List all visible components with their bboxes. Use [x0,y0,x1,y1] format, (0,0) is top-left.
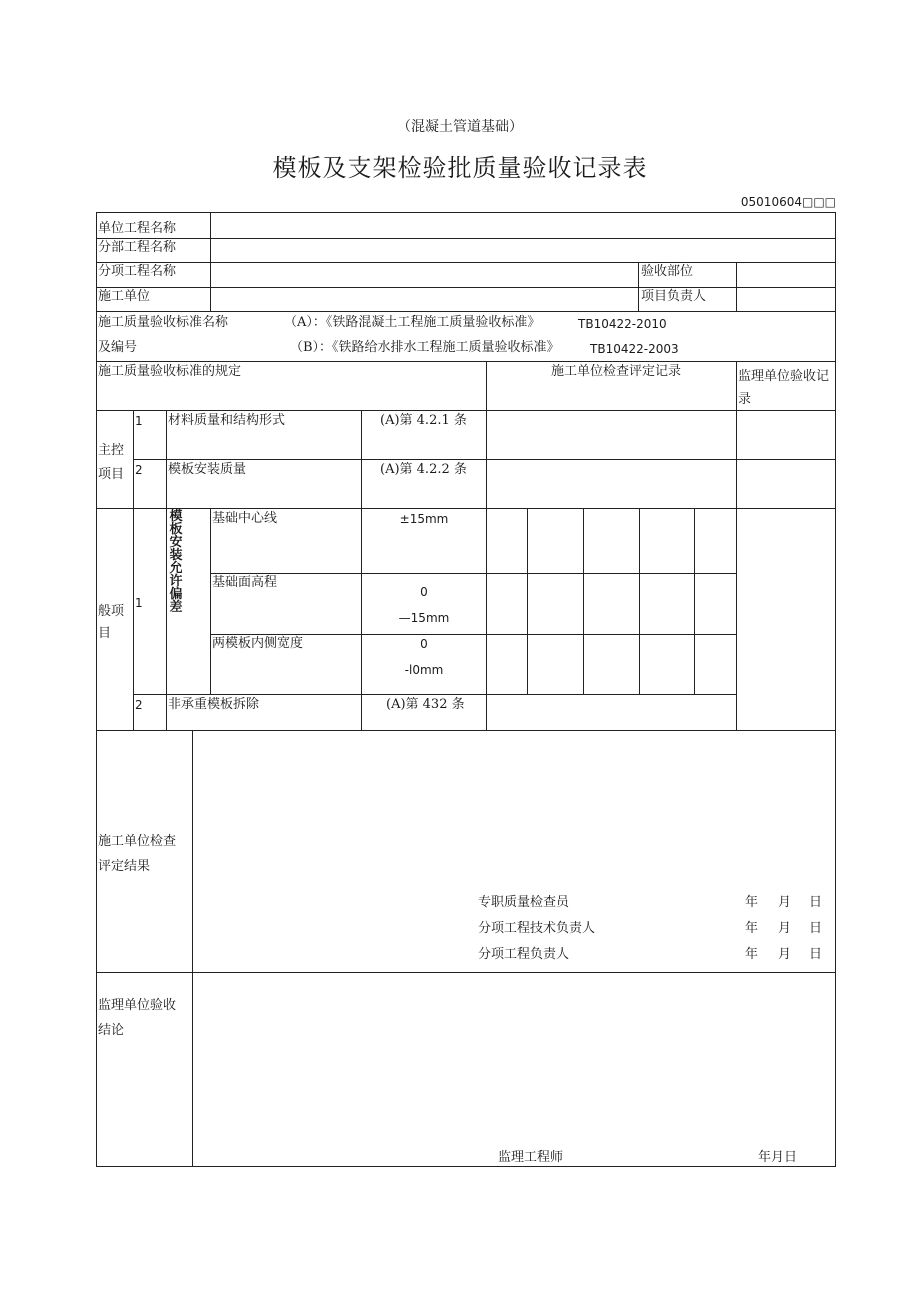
deviation-item-name: 基础中心线 [212,511,278,526]
rule-line [736,410,737,730]
standard-b-name: （B）：《铁路给水排水工程施工质量验收标准》 [290,340,560,355]
supervision-record-header-cont: 录 [738,392,752,407]
standard-number-label: 及编号 [98,340,138,355]
rule-line [96,311,836,312]
rule-line [96,212,836,213]
rule-line [192,730,193,1167]
rule-line [133,410,134,730]
document-number: 05010604□□□ [740,195,836,209]
main-item-clause: (A)第 4.2.1 条 [380,413,467,428]
quality-inspector-label: 专职质量检查员 [478,895,570,910]
deviation-tolerance-lower: —15mm [398,611,450,625]
rule-line [527,508,528,695]
rule-line [486,410,487,730]
rule-line [96,730,836,731]
rule-line [96,262,836,263]
date-month: 月 [778,921,792,936]
rule-line [96,238,836,239]
rule-line [210,573,736,574]
date-month: 月 [778,895,792,910]
rule-line [166,410,167,730]
check-result-label-cont: 评定结果 [98,859,151,874]
supervision-conclusion-label: 监理单位验收 [98,998,177,1013]
rule-line [639,508,640,695]
main-item-number: 2 [135,463,143,477]
subitem-lead-label: 分项工程负责人 [478,947,570,962]
deviation-item-name: 两模板内侧宽度 [212,636,304,651]
rule-line [694,508,695,695]
deviation-tolerance: ±15mm [399,512,449,526]
rule-line [210,634,736,635]
general-item-label-cont: 目 [98,626,112,641]
rule-line [133,459,836,460]
construction-unit-label: 施工单位 [98,289,151,304]
rule-line [96,410,836,411]
division-project-label: 分部工程名称 [98,240,177,255]
rule-line [96,972,836,973]
project-manager-label: 项目负责人 [641,289,707,304]
deviation-tolerance-lower: -l0mm [404,663,444,677]
form-title: 模板及支架检验批质量验收记录表 [272,154,648,182]
standard-name-label: 施工质量验收标准名称 [98,315,229,330]
rule-line [583,508,584,695]
rule-line [736,262,737,311]
inspection-part-label: 验收部位 [641,264,694,279]
technical-lead-label: 分项工程技术负责人 [478,921,596,936]
date-year: 年 [745,921,759,936]
main-item-name: 材料质量和结构形式 [168,413,286,428]
main-item-clause: (A)第 4.2.2 条 [380,462,467,477]
main-item-number: 1 [135,414,143,428]
date-day: 日 [809,921,823,936]
date-month: 月 [778,947,792,962]
rule-line [96,361,836,362]
form-subtitle: （混凝土管道基础） [397,119,523,135]
rule-line [361,410,362,730]
construction-check-header: 施工单位检查评定记录 [551,364,682,379]
rule-line [210,508,211,695]
general-item-name: 非承重模板拆除 [168,697,260,712]
rule-line [96,212,97,1167]
rule-line [210,212,211,311]
supervision-conclusion-label-cont: 结论 [98,1023,125,1038]
deviation-item-name: 基础面高程 [212,575,278,590]
rule-line [96,1166,836,1167]
date-day: 日 [809,947,823,962]
unit-project-label: 单位工程名称 [98,221,177,236]
standard-b-code: TB10422-2003 [590,342,679,356]
standard-a-name: （A）：《铁路混凝土工程施工质量验收标准》 [284,315,541,330]
main-control-label-cont: 项目 [98,467,125,482]
date-year: 年 [745,895,759,910]
supervision-record-header: 监理单位验收记 [738,369,830,384]
general-item-label: 般项 [98,604,125,619]
conclusion-date: 年月日 [758,1150,798,1165]
check-result-label: 施工单位检查 [98,834,177,849]
main-item-name: 模板安装质量 [168,462,247,477]
rule-line [486,361,487,410]
date-day: 日 [809,895,823,910]
deviation-tolerance: 0 [420,585,428,599]
standard-a-code: TB10422-2010 [578,317,667,331]
subitem-project-label: 分项工程名称 [98,264,177,279]
rule-line [638,262,639,311]
supervising-engineer-label: 监理工程师 [498,1150,564,1165]
allowable-deviation-label: 模板安装允许偏差 [169,509,183,615]
inspection-record-form [96,212,836,1167]
rule-line [133,694,736,695]
rule-line [835,212,836,1167]
date-year: 年 [745,947,759,962]
main-control-label: 主控 [98,443,125,458]
deviation-tolerance: 0 [420,637,428,651]
rule-line [96,508,836,509]
standard-rules-header: 施工质量验收标准的规定 [98,364,242,379]
general-item-number: 2 [135,698,143,712]
general-item-clause: (A)第 432 条 [386,697,465,712]
general-group-number: 1 [135,596,143,610]
rule-line [96,287,836,288]
